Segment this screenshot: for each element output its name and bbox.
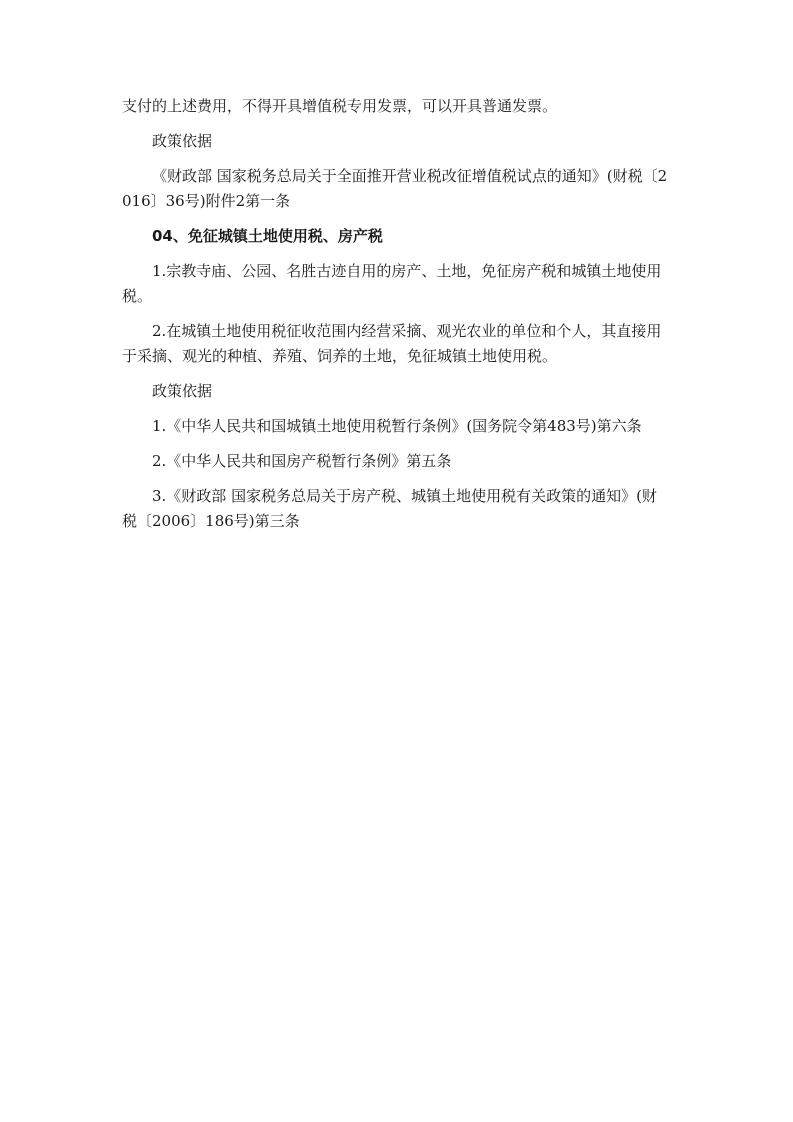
policy-basis-label: 政策依据 [152, 132, 213, 150]
paragraph-invoice-note: 支付的上述费用，不得开具增值税专用发票，可以开具普通发票。 [122, 97, 558, 115]
document-page [122, 94, 670, 544]
policy-basis-label-2: 政策依据 [152, 382, 213, 400]
section-heading-04: 04、免征城镇土地使用税、房产税 [152, 227, 383, 245]
policy-citation-2: 2.《中华人民共和国房产税暂行条例》第五条 [152, 452, 452, 470]
item-1-religious-sites: 1.宗教寺庙、公园、名胜古迹自用的房产、土地，免征房产税和城镇土地使用税。 [122, 262, 662, 305]
policy-citation-1: 1.《中华人民共和国城镇土地使用税暂行条例》(国务院令第483号)第六条 [152, 417, 642, 435]
item-2-agri-tourism: 2.在城镇土地使用税征收范围内经营采摘、观光农业的单位和个人，其直接用于采摘、观光的种植、养殖、饲养的土地，免征城镇土地使用税。 [122, 322, 662, 365]
policy-citation-vat-pilot: 《财政部 国家税务总局关于全面推开营业税改征增值税试点的通知》(财税〔2016〕36号)附件2第一条 [122, 167, 668, 210]
policy-citation-3: 3.《财政部 国家税务总局关于房产税、城镇土地使用税有关政策的通知》(财税〔2006〕186号)第三条 [122, 487, 657, 530]
